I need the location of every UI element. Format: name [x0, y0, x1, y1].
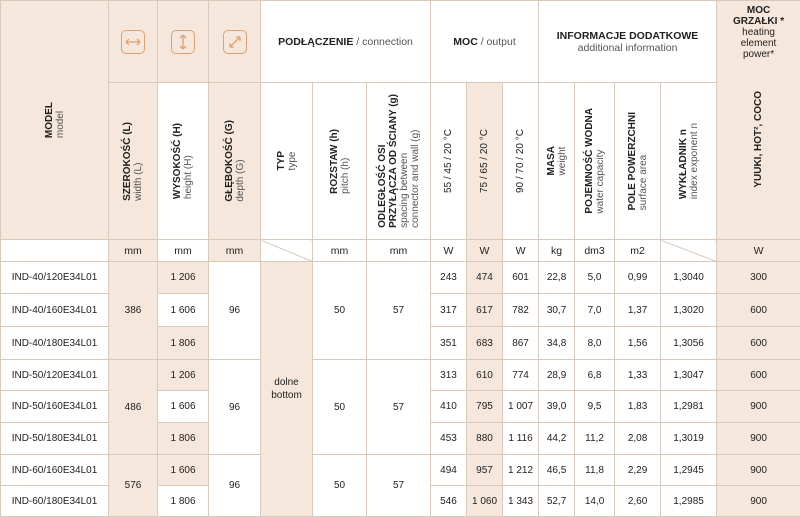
- model-header: MODEL model: [1, 1, 109, 240]
- model-cell: IND-40/180E34L01: [1, 327, 109, 360]
- height-cell: 1 806: [158, 327, 209, 360]
- unit-type-empty: [261, 240, 313, 262]
- exponent-cell: 1,2981: [661, 391, 717, 423]
- area-cell: 1,83: [615, 391, 661, 423]
- output-55-cell: 410: [431, 391, 467, 423]
- units-model-cell: [1, 240, 109, 262]
- unit-spacing: mm: [367, 240, 431, 262]
- output-90-cell: 867: [503, 327, 539, 360]
- pitch-cell: 50: [313, 455, 367, 517]
- output-55-cell: 243: [431, 262, 467, 294]
- water-capacity-header: POJEMNOŚĆ WODNA water capacity: [575, 83, 615, 240]
- water-cell: 11,8: [575, 455, 615, 486]
- output-90-cell: 782: [503, 294, 539, 327]
- table-row: [1, 360, 800, 391]
- height-cell: 1 606: [158, 294, 209, 327]
- height-cell: 1 206: [158, 262, 209, 294]
- model-cell: IND-60/160E34L01: [1, 455, 109, 486]
- heater-power-header: MOC GRZAŁKI * heating element power* YUUKI, HOT², COCO: [717, 1, 800, 240]
- width-icon-cell: [109, 1, 158, 83]
- output-90-cell: 1 343: [503, 486, 539, 517]
- heater-cell: 600: [717, 294, 800, 327]
- spacing-cell: 57: [367, 360, 431, 455]
- output-75-cell: 683: [467, 327, 503, 360]
- output-90-cell: 1 212: [503, 455, 539, 486]
- area-cell: 0,99: [615, 262, 661, 294]
- output-55-cell: 351: [431, 327, 467, 360]
- exponent-cell: 1,3047: [661, 360, 717, 391]
- height-cell: 1 806: [158, 486, 209, 517]
- output-group-header: MOC / output: [431, 1, 539, 83]
- exponent-cell: 1,3040: [661, 262, 717, 294]
- heater-cell: 600: [717, 360, 800, 391]
- mass-cell: 39,0: [539, 391, 575, 423]
- output-55-cell: 313: [431, 360, 467, 391]
- water-cell: 14,0: [575, 486, 615, 517]
- height-cell: 1 206: [158, 360, 209, 391]
- model-cell: IND-60/180E34L01: [1, 486, 109, 517]
- area-cell: 2,60: [615, 486, 661, 517]
- spacing-cell: 57: [367, 455, 431, 517]
- unit-water: dm3: [575, 240, 615, 262]
- output-75-cell: 617: [467, 294, 503, 327]
- output-75-cell: 1 060: [467, 486, 503, 517]
- width-cell: 386: [109, 262, 158, 360]
- output-75-cell: 957: [467, 455, 503, 486]
- area-cell: 1,56: [615, 327, 661, 360]
- width-cell: 576: [109, 455, 158, 517]
- table-row: [1, 262, 800, 294]
- spacing-header: ODLEGŁOŚĆ OSI PRZYŁĄCZA OD ŚCIANY (g) spacing between connector and wall (g): [367, 83, 431, 240]
- area-cell: 2,08: [615, 423, 661, 455]
- model-cell: IND-50/160E34L01: [1, 391, 109, 423]
- spacing-cell: 57: [367, 262, 431, 360]
- height-cell: 1 606: [158, 455, 209, 486]
- unit-output-75: W: [467, 240, 503, 262]
- area-cell: 1,33: [615, 360, 661, 391]
- heater-cell: 900: [717, 423, 800, 455]
- water-cell: 5,0: [575, 262, 615, 294]
- depth-cell: 96: [209, 360, 261, 455]
- output-55-cell: 317: [431, 294, 467, 327]
- heater-cell: 600: [717, 327, 800, 360]
- mass-cell: 22,8: [539, 262, 575, 294]
- mass-cell: 44,2: [539, 423, 575, 455]
- mass-cell: 30,7: [539, 294, 575, 327]
- output-55-cell: 453: [431, 423, 467, 455]
- type-header: TYP type: [261, 83, 313, 240]
- output-90-cell: 601: [503, 262, 539, 294]
- unit-output-55: W: [431, 240, 467, 262]
- height-header: WYSOKOŚĆ (H) height (H): [158, 83, 209, 240]
- output-75-cell: 795: [467, 391, 503, 423]
- exponent-header: WYKŁADNIK n index exponent n: [661, 83, 717, 240]
- exponent-cell: 1,3056: [661, 327, 717, 360]
- mass-header: MASA weight: [539, 83, 575, 240]
- height-icon-cell: [158, 1, 209, 83]
- mass-cell: 46,5: [539, 455, 575, 486]
- arrows-horizontal-icon: [121, 30, 145, 54]
- heater-cell: 300: [717, 262, 800, 294]
- arrows-diagonal-icon: [223, 30, 247, 54]
- mass-cell: 34,8: [539, 327, 575, 360]
- pitch-header: ROZSTAW (h) pitch (h): [313, 83, 367, 240]
- model-cell: IND-40/120E34L01: [1, 262, 109, 294]
- heater-cell: 900: [717, 391, 800, 423]
- unit-heater: W: [717, 240, 800, 262]
- heater-cell: 900: [717, 486, 800, 517]
- exponent-cell: 1,2945: [661, 455, 717, 486]
- heater-cell: 900: [717, 455, 800, 486]
- table-row: [1, 455, 800, 486]
- output-55-cell: 494: [431, 455, 467, 486]
- water-cell: 8,0: [575, 327, 615, 360]
- output-90-cell: 774: [503, 360, 539, 391]
- water-cell: 9,5: [575, 391, 615, 423]
- unit-pitch: mm: [313, 240, 367, 262]
- unit-height: mm: [158, 240, 209, 262]
- model-cell: IND-50/180E34L01: [1, 423, 109, 455]
- output-75-cell: 610: [467, 360, 503, 391]
- depth-cell: 96: [209, 262, 261, 360]
- output-55-cell: 546: [431, 486, 467, 517]
- output-90-cell: 1 007: [503, 391, 539, 423]
- output-90-header: 90 / 70 / 20 °C: [503, 83, 539, 240]
- width-header: SZEROKOŚĆ (L) width (L): [109, 83, 158, 240]
- model-cell: IND-50/120E34L01: [1, 360, 109, 391]
- unit-width: mm: [109, 240, 158, 262]
- unit-output-90: W: [503, 240, 539, 262]
- units-row: [1, 240, 800, 262]
- pitch-cell: 50: [313, 360, 367, 455]
- unit-depth: mm: [209, 240, 261, 262]
- exponent-cell: 1,2985: [661, 486, 717, 517]
- water-cell: 7,0: [575, 294, 615, 327]
- width-cell: 486: [109, 360, 158, 455]
- mass-cell: 52,7: [539, 486, 575, 517]
- output-75-header: 75 / 65 / 20 °C: [467, 83, 503, 240]
- depth-icon-cell: [209, 1, 261, 83]
- area-cell: 1,37: [615, 294, 661, 327]
- height-cell: 1 806: [158, 423, 209, 455]
- connection-group-header: PODŁĄCZENIE / connection: [261, 1, 431, 83]
- output-75-cell: 474: [467, 262, 503, 294]
- area-cell: 2,29: [615, 455, 661, 486]
- mass-cell: 28,9: [539, 360, 575, 391]
- exponent-cell: 1,3020: [661, 294, 717, 327]
- model-cell: IND-40/160E34L01: [1, 294, 109, 327]
- output-55-header: 55 / 45 / 20 °C: [431, 83, 467, 240]
- unit-mass: kg: [539, 240, 575, 262]
- depth-cell: 96: [209, 455, 261, 517]
- unit-area: m2: [615, 240, 661, 262]
- additional-info-group-header: INFORMACJE DODATKOWE additional information: [539, 1, 717, 83]
- unit-exponent-empty: [661, 240, 717, 262]
- output-90-cell: 1 116: [503, 423, 539, 455]
- surface-area-header: POLE POWERZCHNI surface area: [615, 83, 661, 240]
- water-cell: 6,8: [575, 360, 615, 391]
- type-cell: dolne bottom: [261, 262, 313, 517]
- height-cell: 1 606: [158, 391, 209, 423]
- exponent-cell: 1,3019: [661, 423, 717, 455]
- output-75-cell: 880: [467, 423, 503, 455]
- pitch-cell: 50: [313, 262, 367, 360]
- arrows-vertical-icon: [171, 30, 195, 54]
- depth-header: GŁĘBOKOŚĆ (G) depth (G): [209, 83, 261, 240]
- water-cell: 11,2: [575, 423, 615, 455]
